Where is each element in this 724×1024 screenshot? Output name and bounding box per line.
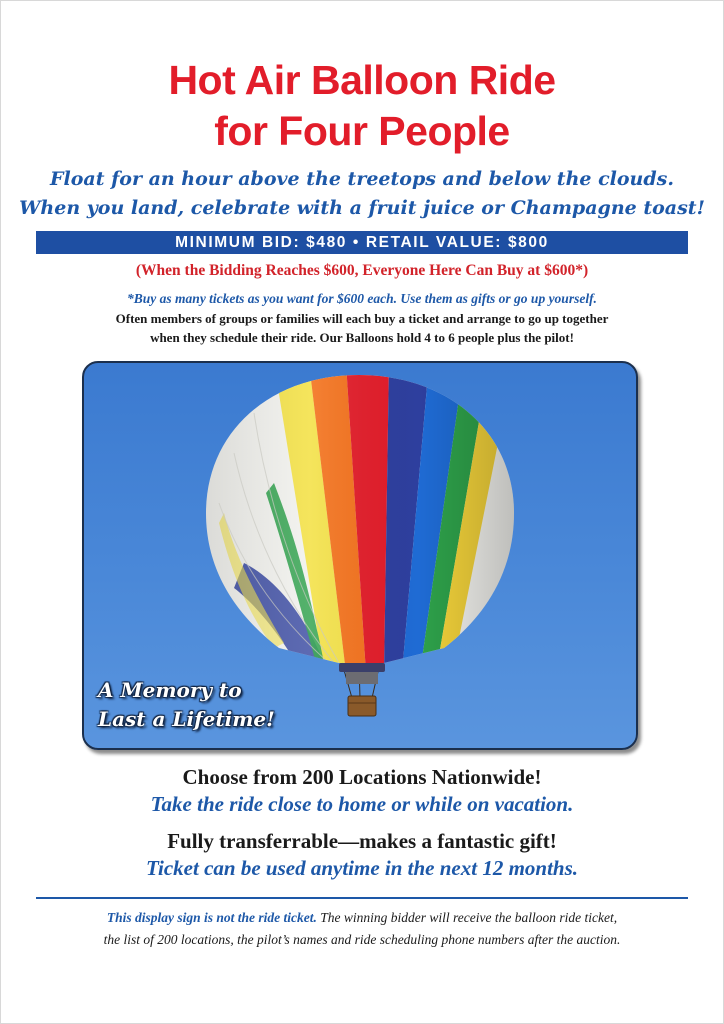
transfer-headline: Fully transferrable—makes a fantastic gift! — [167, 829, 557, 853]
photo-caption-line-2: Last a Lifetime! — [98, 707, 275, 731]
locations-headline: Choose from 200 Locations Nationwide! — [182, 765, 542, 789]
divider — [36, 897, 688, 899]
minimum-bid-banner: MINIMUM BID: $480 • RETAIL VALUE: $800 — [36, 231, 688, 254]
fine-print-line-2: Often members of groups or families will each buy a ticket and arrange to go up together — [115, 311, 609, 326]
bidding-note: (When the Bidding Reaches $600, Everyone Here Can Buy at $600*) — [135, 262, 589, 279]
locations-subline: Take the ride close to home or while on vacation. — [150, 792, 574, 816]
title-line-2: for Four People — [214, 108, 510, 154]
fine-print-line-1: *Buy as many tickets as you want for $600 each. Use them as gifts or go up yourself. — [127, 291, 597, 306]
disclaimer-bold: This display sign is not the ride ticket. — [106, 910, 317, 925]
tagline-line-2: When you land, celebrate with a fruit juice or Champagne toast! — [19, 197, 705, 219]
fine-print-line-3: when they schedule their ride. Our Balloons hold 4 to 6 people plus the pilot! — [150, 330, 574, 345]
tagline-line-1: Float for an hour above the treetops and below the clouds. — [50, 168, 674, 190]
transfer-subline: Ticket can be used anytime in the next 12 months. — [145, 856, 579, 880]
photo-caption-line-1: A Memory to — [98, 678, 242, 702]
disclaimer-line-2: the list of 200 locations, the pilot’s names and ride scheduling phone numbers after the auction. — [103, 932, 621, 947]
disclaimer-rest: The winning bidder will receive the balloon ride ticket, — [316, 910, 618, 925]
disclaimer-line-1 — [0, 908, 724, 928]
title-line-1: Hot Air Balloon Ride — [168, 57, 556, 103]
